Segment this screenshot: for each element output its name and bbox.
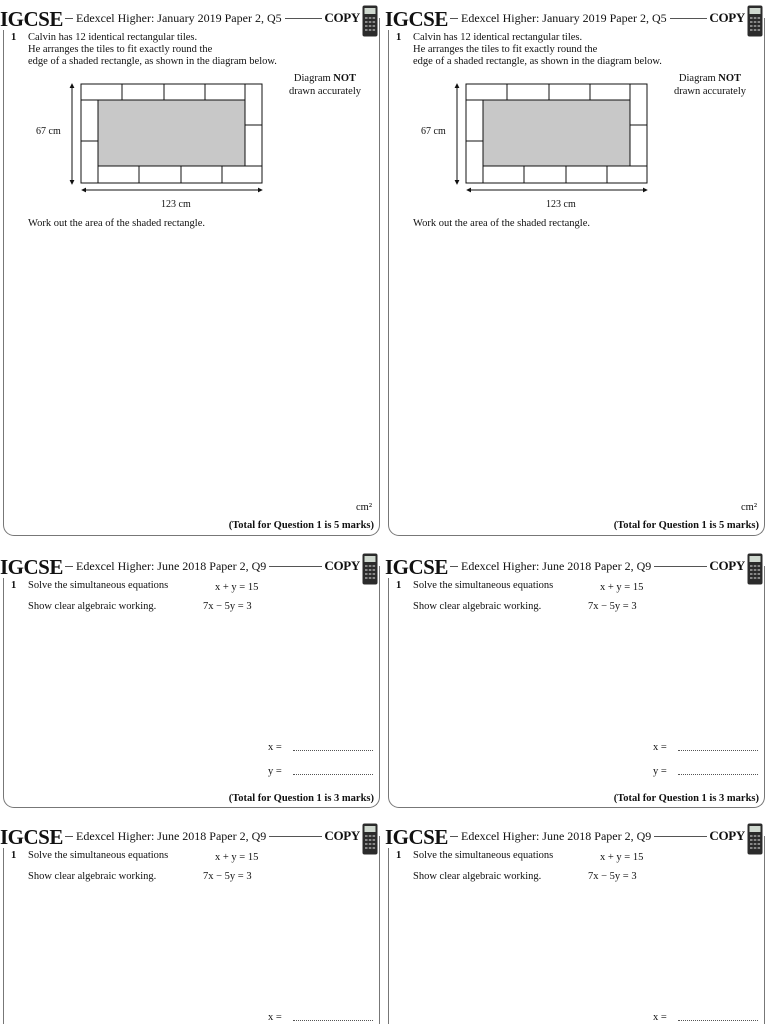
calculator-icon — [747, 5, 763, 37]
diagram-note-line2: drawn accurately — [674, 86, 746, 97]
question-prompt: Work out the area of the shaded rectangle. — [413, 218, 590, 229]
brand-label: IGCSE — [385, 825, 448, 849]
answer-x-label: x = — [268, 742, 282, 753]
card-header — [385, 548, 765, 584]
question-number: 1 — [396, 32, 402, 43]
question-card-tiles-left — [0, 0, 380, 536]
brand-label: IGCSE — [0, 825, 63, 849]
copy-label: COPY — [324, 10, 360, 25]
copy-label: COPY — [324, 558, 360, 573]
question-prompt: Work out the area of the shaded rectangle. — [28, 218, 205, 229]
answer-x-label: x = — [653, 1012, 667, 1023]
equation-2: 7x − 5y = 3 — [203, 601, 252, 612]
equation-1: x + y = 15 — [215, 852, 259, 863]
equation-2: 7x − 5y = 3 — [588, 601, 637, 612]
answer-y-label: y = — [653, 766, 667, 777]
diagram-note — [674, 72, 746, 98]
answer-x-line — [678, 750, 758, 751]
copy-label: COPY — [709, 828, 745, 843]
question-card-simultaneous-left — [0, 548, 380, 808]
answer-x-line — [293, 750, 373, 751]
width-label: 123 cm — [161, 199, 191, 210]
source-label: Edexcel Higher: January 2019 Paper 2, Q5 — [458, 11, 670, 25]
copy-label: COPY — [709, 10, 745, 25]
calculator-icon — [362, 553, 378, 585]
question-line-2: Show clear algebraic working. — [413, 601, 542, 612]
question-line-1: Solve the simultaneous equations — [413, 580, 554, 591]
equation-2: 7x − 5y = 3 — [203, 871, 252, 882]
question-line-3: edge of a shaded rectangle, as shown in the diagram below. — [413, 56, 662, 67]
card-frame — [3, 836, 380, 1024]
equation-1: x + y = 15 — [215, 582, 259, 593]
copy-label: COPY — [709, 558, 745, 573]
card-frame — [388, 836, 765, 1024]
diagram-note-prefix: Diagram — [678, 73, 716, 84]
question-number: 1 — [11, 32, 17, 43]
question-card-simultaneous-bottom-right — [385, 818, 765, 1024]
calculator-icon — [362, 823, 378, 855]
total-marks: (Total for Question 1 is 3 marks) — [228, 793, 374, 804]
calculator-icon — [362, 5, 378, 37]
answer-y-line — [293, 774, 373, 775]
card-header — [0, 548, 380, 584]
question-card-simultaneous-right — [385, 548, 765, 808]
total-marks: (Total for Question 1 is 3 marks) — [613, 793, 759, 804]
answer-y-line — [678, 774, 758, 775]
question-number: 1 — [11, 850, 17, 861]
calculator-icon — [747, 823, 763, 855]
shaded-rectangle — [98, 100, 245, 166]
answer-x-line — [678, 1020, 758, 1021]
question-line-3: edge of a shaded rectangle, as shown in the diagram below. — [28, 56, 277, 67]
question-line-1: Solve the simultaneous equations — [28, 580, 169, 591]
height-label: 67 cm — [36, 126, 61, 137]
shaded-rectangle — [483, 100, 630, 166]
copy-label: COPY — [324, 828, 360, 843]
answer-unit: cm² — [356, 502, 372, 513]
brand-label: IGCSE — [385, 555, 448, 579]
question-line-1: Solve the simultaneous equations — [28, 850, 169, 861]
question-line-2: He arranges the tiles to fit exactly round the — [413, 44, 598, 55]
question-number: 1 — [396, 850, 402, 861]
source-label: Edexcel Higher: June 2018 Paper 2, Q9 — [458, 829, 654, 843]
question-line-1: Calvin has 12 identical rectangular tiles. — [28, 32, 198, 43]
question-line-1: Calvin has 12 identical rectangular tiles. — [413, 32, 583, 43]
equation-2: 7x − 5y = 3 — [588, 871, 637, 882]
width-label: 123 cm — [546, 199, 576, 210]
calculator-icon — [747, 553, 763, 585]
diagram-note-prefix: Diagram — [293, 73, 331, 84]
question-number: 1 — [11, 580, 17, 591]
diagram-note-bold: NOT — [718, 73, 742, 84]
diagram-note-bold: NOT — [333, 73, 357, 84]
card-header — [385, 0, 765, 36]
question-line-2: Show clear algebraic working. — [28, 871, 157, 882]
answer-x-label: x = — [653, 742, 667, 753]
question-line-2: Show clear algebraic working. — [413, 871, 542, 882]
brand-label: IGCSE — [0, 555, 63, 579]
card-header — [385, 818, 765, 854]
total-marks: (Total for Question 1 is 5 marks) — [613, 520, 759, 531]
source-label: Edexcel Higher: June 2018 Paper 2, Q9 — [73, 559, 269, 573]
total-marks: (Total for Question 1 is 5 marks) — [228, 520, 374, 531]
question-card-simultaneous-bottom-left — [0, 818, 380, 1024]
source-label: Edexcel Higher: June 2018 Paper 2, Q9 — [458, 559, 654, 573]
answer-unit: cm² — [741, 502, 757, 513]
diagram-note-line2: drawn accurately — [289, 86, 361, 97]
tiles-diagram — [450, 80, 655, 196]
question-line-1: Solve the simultaneous equations — [413, 850, 554, 861]
question-line-2: Show clear algebraic working. — [28, 601, 157, 612]
card-header — [0, 0, 380, 36]
answer-x-label: x = — [268, 1012, 282, 1023]
brand-label: IGCSE — [0, 7, 63, 31]
answer-y-label: y = — [268, 766, 282, 777]
source-label: Edexcel Higher: January 2019 Paper 2, Q5 — [73, 11, 285, 25]
question-number: 1 — [396, 580, 402, 591]
answer-x-line — [293, 1020, 373, 1021]
equation-1: x + y = 15 — [600, 582, 644, 593]
height-label: 67 cm — [421, 126, 446, 137]
question-card-tiles-right — [385, 0, 765, 536]
brand-label: IGCSE — [385, 7, 448, 31]
card-header — [0, 818, 380, 854]
tiles-diagram — [65, 80, 270, 196]
diagram-note — [289, 72, 361, 98]
source-label: Edexcel Higher: June 2018 Paper 2, Q9 — [73, 829, 269, 843]
question-line-2: He arranges the tiles to fit exactly round the — [28, 44, 213, 55]
equation-1: x + y = 15 — [600, 852, 644, 863]
